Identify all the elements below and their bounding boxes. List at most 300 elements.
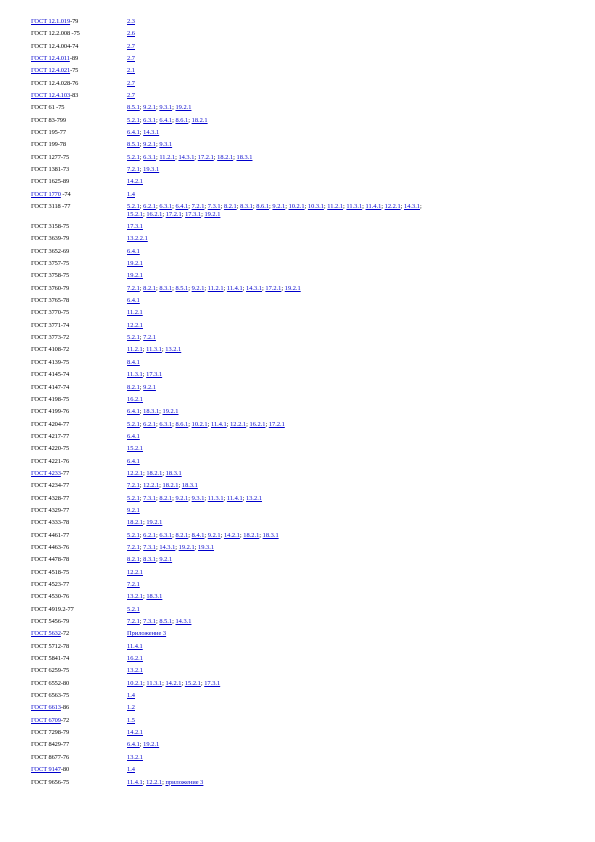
standard-designation [31, 606, 127, 614]
clause-link[interactable]: 8.6.1 [175, 420, 189, 428]
table-row [31, 692, 576, 704]
clause-link[interactable]: 8.2.1 [127, 383, 140, 391]
table-row [31, 421, 576, 433]
clause-link[interactable]: 10.2.1 [191, 420, 208, 428]
standard-designation [31, 18, 127, 26]
clause-link[interactable]: 7.2.1 [127, 166, 140, 174]
standard-text: ГОСТ 3765-78 [31, 297, 70, 305]
clause-link[interactable]: 15.2.1 [127, 210, 143, 218]
standard-text: ГОСТ 5456-79 [31, 618, 70, 626]
clause-link[interactable]: Приложение 3 [127, 630, 167, 638]
table-row [31, 396, 576, 408]
separator: ; [188, 531, 192, 539]
standard-text: -75 [70, 67, 79, 75]
separator: ; [172, 531, 176, 539]
clause-link[interactable]: 16.2.1 [127, 655, 143, 663]
clause-references [127, 178, 576, 186]
clause-link[interactable]: 11.2.1 [127, 309, 143, 317]
clause-link[interactable]: 13.2.2.1 [127, 235, 148, 243]
clause-link[interactable]: 10.2.1 [127, 679, 143, 687]
separator: ; [162, 210, 166, 218]
clause-link[interactable]: 6.2.1 [143, 203, 156, 211]
clause-link[interactable]: 11.3.1 [207, 494, 224, 502]
standard-link[interactable]: ГОСТ 12.4.103 [31, 92, 71, 100]
clause-link[interactable]: 19.2.1 [146, 519, 163, 527]
separator: ; [226, 420, 231, 428]
clause-link[interactable]: 11.3.1 [346, 203, 363, 211]
separator: ; [200, 679, 205, 687]
clause-references [127, 260, 576, 268]
table-row [31, 433, 576, 445]
clause-references [127, 717, 576, 725]
standard-designation [31, 191, 127, 199]
separator: ; [343, 203, 347, 211]
clause-link[interactable]: 17.2.1 [265, 284, 282, 292]
clause-link[interactable]: 7.2.1 [127, 482, 140, 490]
clause-link[interactable]: 15.2.1 [184, 679, 201, 687]
clause-link[interactable]: 14.3.1 [159, 543, 176, 551]
clause-link[interactable]: 8.5.1 [175, 284, 189, 292]
standard-text: ГОСТ 1277-75 [31, 153, 70, 161]
clause-link[interactable]: 6.4.1 [127, 129, 140, 137]
clause-link[interactable]: 11.4.1 [226, 494, 243, 502]
clause-link[interactable]: 1.2 [127, 704, 135, 712]
clause-link[interactable]: 5.2.1 [127, 605, 140, 613]
clause-references [127, 30, 576, 38]
standard-designation [31, 55, 127, 63]
clause-references [127, 630, 576, 638]
clause-link[interactable]: 2.6 [127, 30, 135, 38]
table-row [31, 630, 576, 642]
clause-link[interactable]: 19.2.1 [127, 260, 143, 268]
standard-designation [31, 754, 127, 762]
separator: ; [139, 420, 144, 428]
table-row [31, 779, 576, 791]
clause-link[interactable]: 14.3.1 [175, 618, 192, 626]
clause-link[interactable]: 9.2.1 [143, 383, 156, 391]
clause-link[interactable]: 17.3.1 [127, 223, 143, 231]
table-row [31, 191, 576, 203]
clause-link[interactable]: 2.7 [127, 79, 135, 87]
clause-references [127, 67, 576, 75]
clause-references [127, 359, 576, 367]
clause-link[interactable]: 7.2.1 [143, 334, 156, 342]
table-row [31, 248, 576, 260]
separator: ; [181, 679, 185, 687]
clause-link[interactable]: 8.4.1 [191, 531, 205, 539]
clause-link[interactable]: 6.2.1 [143, 531, 156, 539]
clause-link[interactable]: 14.2.1 [165, 679, 182, 687]
clause-link[interactable]: 1.4 [127, 692, 135, 700]
table-row [31, 458, 576, 470]
clause-link[interactable]: 13.2.1 [165, 346, 182, 354]
clause-link[interactable]: 6.3.1 [143, 153, 156, 161]
standard-text: ГОСТ 3158-75 [31, 223, 70, 231]
standard-text: -83 [70, 92, 79, 100]
table-row [31, 519, 576, 531]
separator: ; [155, 556, 160, 564]
clause-link[interactable]: 6.4.1 [159, 116, 173, 124]
clause-link[interactable]: 11.4.1 [226, 284, 243, 292]
table-row [31, 729, 576, 741]
clause-link[interactable]: 7.2.1 [127, 618, 140, 626]
separator: ; [194, 153, 198, 161]
separator: ; [139, 153, 144, 161]
standard-text: -79 [70, 18, 79, 25]
clause-link[interactable]: 9.3.1 [159, 104, 173, 112]
table-row [31, 384, 576, 396]
standard-designation [31, 593, 127, 601]
clause-link[interactable]: 16.2.1 [146, 210, 163, 218]
standard-text: ГОСТ 4204-77 [31, 420, 70, 428]
clause-link[interactable]: 18.2.1 [162, 482, 179, 490]
clause-link[interactable]: 18.2.1 [243, 531, 260, 539]
clause-link[interactable]: 11.2.1 [207, 284, 224, 292]
clause-link[interactable]: 8.3.1 [159, 284, 173, 292]
clause-link[interactable]: 7.3.1 [143, 618, 156, 626]
clause-references [127, 507, 576, 515]
clause-link[interactable]: 13.2.1 [127, 593, 143, 601]
clause-link[interactable]: 14.2.1 [127, 178, 143, 186]
clause-references [127, 421, 576, 429]
table-row [31, 92, 576, 104]
clause-references [127, 593, 576, 601]
separator: ; [220, 203, 224, 211]
clause-link[interactable]: 6.3.1 [159, 531, 173, 539]
standard-designation [31, 43, 127, 51]
separator: ; [139, 543, 144, 551]
clause-link[interactable]: 8.2.1 [223, 203, 237, 211]
clause-link[interactable]: 16.2.1 [249, 420, 266, 428]
clause-link[interactable]: 17.3.1 [185, 210, 202, 218]
clause-link[interactable]: 8.5.1 [127, 141, 140, 149]
clause-link[interactable]: 8.2.1 [127, 556, 140, 564]
clause-link[interactable]: 18.3.1 [262, 531, 279, 539]
standard-designation [31, 618, 127, 626]
clause-link[interactable]: 7.2.1 [191, 203, 205, 211]
table-row [31, 532, 576, 544]
separator: ; [155, 104, 160, 112]
clause-references [127, 482, 576, 490]
clause-link[interactable]: 18.2.1 [191, 116, 208, 124]
clause-link[interactable]: 6.4.1 [127, 432, 140, 440]
standard-link[interactable]: ГОСТ 12.1.019 [31, 18, 71, 25]
clause-link[interactable]: 2.7 [127, 55, 135, 63]
separator: ; [139, 334, 144, 342]
clause-link[interactable]: 1.4 [127, 190, 135, 198]
clause-link[interactable]: 13.2.1 [127, 667, 143, 675]
separator: ; [155, 203, 160, 211]
clause-references [127, 154, 576, 162]
standard-text: ГОСТ 83-799 [31, 116, 66, 124]
clause-link[interactable]: 18.3.1 [165, 469, 182, 477]
clause-link[interactable]: 11.2.1 [327, 203, 344, 211]
clause-link[interactable]: 8.6.1 [256, 203, 270, 211]
separator: ; [269, 203, 273, 211]
table-row [31, 482, 576, 494]
clause-link[interactable]: 11.3.1 [127, 371, 143, 379]
separator: ; [159, 482, 163, 490]
clause-link[interactable]: 9.2.1 [272, 203, 286, 211]
clause-link[interactable]: 9.2.1 [143, 104, 156, 112]
clause-link[interactable]: 17.3.1 [146, 371, 163, 379]
clause-link[interactable]: 5.2.1 [127, 334, 140, 342]
standard-designation [31, 67, 127, 75]
clause-link[interactable]: 2.7 [127, 42, 135, 50]
clause-link[interactable]: 12.2.1 [127, 568, 143, 576]
separator: ; [246, 420, 250, 428]
clause-link[interactable]: 19.2.1 [284, 284, 301, 292]
clause-link[interactable]: 8.2.1 [143, 284, 156, 292]
clause-references [127, 203, 576, 218]
standard-link[interactable]: ГОСТ 9147 [31, 766, 61, 774]
table-row [31, 141, 576, 153]
clause-link[interactable]: 5.2.1 [127, 116, 140, 124]
clause-references [127, 346, 576, 354]
separator: ; [142, 210, 147, 218]
clause-link[interactable]: 5.2.1 [127, 531, 140, 539]
clause-link[interactable]: 15.2.1 [127, 445, 143, 453]
standard-designation [31, 766, 127, 774]
clause-link[interactable]: 19.2.1 [204, 210, 221, 218]
clause-link[interactable]: 18.3.1 [146, 593, 163, 601]
clause-link[interactable]: 6.4.1 [127, 741, 140, 749]
separator: ; [139, 383, 144, 391]
standard-link[interactable]: ГОСТ 5632 [31, 630, 61, 638]
clause-references [127, 680, 576, 688]
clause-link[interactable]: 17.2.1 [268, 420, 285, 428]
standard-link[interactable]: ГОСТ 12.4.021 [31, 67, 71, 75]
separator: ; [139, 556, 144, 564]
clause-link[interactable]: 19.2.1 [178, 543, 195, 551]
clause-link[interactable]: 5.2.1 [127, 494, 140, 502]
standard-designation [31, 667, 127, 675]
clause-link[interactable]: 13.2.1 [127, 753, 143, 761]
standard-text: ГОСТ 4530-76 [31, 593, 70, 601]
clause-link[interactable]: 6.3.1 [143, 116, 156, 124]
clause-link[interactable]: приложение 3 [165, 778, 204, 786]
clause-link[interactable]: 17.2.1 [197, 153, 214, 161]
clause-link[interactable]: 12.2.1 [146, 778, 163, 786]
standard-designation [31, 203, 127, 211]
clause-link[interactable]: 14.3.1 [178, 153, 195, 161]
clause-link[interactable]: 1.4 [127, 766, 135, 774]
separator: ; [139, 494, 144, 502]
standard-designation [31, 248, 127, 256]
standard-designation [31, 470, 127, 478]
clause-link[interactable]: 6.2.1 [143, 420, 156, 428]
clause-link[interactable]: 14.3.1 [404, 203, 420, 211]
standard-designation [31, 104, 127, 112]
clause-link[interactable]: 18.2.1 [217, 153, 234, 161]
clause-link[interactable]: 18.3.1 [143, 408, 160, 416]
table-row [31, 55, 576, 67]
clause-link[interactable]: 18.2.1 [146, 469, 163, 477]
clause-link[interactable]: 9.3.1 [191, 494, 205, 502]
table-row [31, 667, 576, 679]
standard-designation [31, 30, 127, 38]
standard-text: ГОСТ 12.4.028-76 [31, 79, 79, 87]
clause-link[interactable]: 19.2.1 [127, 272, 143, 280]
clause-link[interactable]: 18.3.1 [181, 482, 198, 490]
standard-text: ГОСТ 4221-76 [31, 457, 70, 465]
clause-references [127, 141, 576, 149]
standard-designation [31, 445, 127, 453]
clause-link[interactable]: 11.4.1 [127, 642, 143, 650]
standard-designation [31, 741, 127, 749]
clause-link[interactable]: 14.2.1 [127, 729, 143, 737]
clause-link[interactable]: 12.2.1 [230, 420, 247, 428]
table-row [31, 606, 576, 618]
clause-references [127, 223, 576, 231]
separator: ; [194, 543, 199, 551]
clause-link[interactable]: 7.2.1 [127, 284, 140, 292]
separator: ; [400, 203, 405, 211]
separator: ; [204, 284, 208, 292]
table-row [31, 495, 576, 507]
standard-text: ГОСТ 4234-77 [31, 482, 70, 490]
standard-text: ГОСТ 4523-77 [31, 581, 70, 589]
clause-references [127, 297, 576, 305]
standard-designation [31, 129, 127, 137]
clause-link[interactable]: 6.4.1 [127, 297, 140, 305]
clause-link[interactable]: 9.2.1 [191, 284, 205, 292]
standard-link[interactable]: ГОСТ 6613 [31, 704, 61, 712]
clause-link[interactable]: 11.4.1 [127, 778, 143, 786]
clause-link[interactable]: 14.3.1 [143, 129, 160, 137]
clause-link[interactable]: 6.4.1 [127, 457, 140, 465]
clause-link[interactable]: 6.3.1 [159, 420, 173, 428]
clause-link[interactable]: 19.2.1 [162, 408, 179, 416]
separator: ; [155, 543, 160, 551]
separator: ; [142, 778, 147, 786]
clause-link[interactable]: 8.2.1 [175, 531, 189, 539]
table-row [31, 322, 576, 334]
clause-link[interactable]: 8.3.1 [240, 203, 253, 211]
standard-text: ГОСТ 4463-76 [31, 543, 70, 551]
standard-designation [31, 704, 127, 712]
table-row [31, 154, 576, 166]
clause-link[interactable]: 7.3.1 [143, 494, 156, 502]
table-row [31, 741, 576, 753]
clause-link[interactable]: 6.4.1 [127, 408, 140, 416]
clause-link[interactable]: 11.3.1 [146, 346, 162, 354]
standard-text: ГОСТ 4478-78 [31, 556, 70, 564]
clause-link[interactable]: 12.2.1 [127, 469, 143, 477]
standard-text: -86 [60, 704, 70, 712]
clause-references [127, 519, 576, 527]
table-row [31, 754, 576, 766]
clause-references [127, 18, 576, 26]
clause-link[interactable]: 7.3.1 [143, 543, 156, 551]
clause-link[interactable]: 9.3.1 [159, 141, 173, 149]
standard-designation [31, 384, 127, 392]
separator: ; [304, 203, 308, 211]
clause-link[interactable]: 11.4.1 [365, 203, 382, 211]
clause-link[interactable]: 8.2.1 [159, 494, 173, 502]
clause-link[interactable]: 12.2.1 [143, 482, 160, 490]
clause-references [127, 445, 576, 453]
clause-link[interactable]: 8.6.1 [175, 116, 189, 124]
clause-link[interactable]: 19.2.1 [175, 104, 192, 112]
clause-link[interactable]: 12.2.1 [127, 321, 143, 329]
clause-link[interactable]: 9.2.1 [159, 556, 173, 564]
clause-link[interactable]: 7.3.1 [207, 203, 221, 211]
standard-text: ГОСТ 3652-69 [31, 247, 70, 255]
separator: ; [381, 203, 385, 211]
separator: ; [161, 346, 166, 354]
standard-designation [31, 297, 127, 305]
clause-link[interactable]: 8.4.1 [127, 358, 140, 366]
standard-designation [31, 117, 127, 125]
clause-link[interactable]: 19.2.1 [143, 741, 160, 749]
separator: ; [223, 284, 227, 292]
clause-link[interactable]: 9.2.1 [127, 506, 140, 514]
standard-link[interactable]: ГОСТ 12.4.011 [31, 55, 70, 63]
clause-link[interactable]: 8.3.1 [143, 556, 156, 564]
clause-link[interactable]: 12.2.1 [384, 203, 401, 211]
separator: ; [139, 166, 144, 174]
clause-link[interactable]: 11.2.1 [159, 153, 176, 161]
clause-link[interactable]: 6.4.1 [175, 203, 189, 211]
clause-link[interactable]: 17.3.1 [204, 679, 221, 687]
clause-link[interactable]: 16.2.1 [127, 395, 143, 403]
clause-link[interactable]: 11.2.1 [127, 346, 143, 354]
clause-link[interactable]: 18.3.1 [236, 153, 253, 161]
clause-link[interactable]: 6.3.1 [159, 203, 173, 211]
clause-link[interactable]: 5.2.1 [127, 420, 140, 428]
clause-link[interactable]: 7.2.1 [127, 543, 140, 551]
standard-link[interactable]: ГОСТ 4233 [31, 469, 61, 477]
clause-link[interactable]: 13.2.1 [246, 494, 263, 502]
standard-designation [31, 346, 127, 354]
standard-designation [31, 223, 127, 231]
standard-link[interactable]: ГОСТ 6709 [31, 716, 61, 724]
clause-link[interactable]: 17.2.1 [165, 210, 182, 218]
clause-link[interactable]: 9.2.1 [207, 531, 221, 539]
standard-text: -72 [60, 716, 70, 724]
clause-link[interactable]: 8.5.1 [127, 104, 140, 112]
clause-link[interactable]: 2.3 [127, 18, 135, 25]
clause-link[interactable]: 2.1 [127, 67, 135, 75]
clause-link[interactable]: 11.4.1 [210, 420, 227, 428]
clause-link[interactable]: 9.2.1 [143, 141, 156, 149]
clause-link[interactable]: 9.2.1 [175, 494, 189, 502]
clause-link[interactable]: 1.5 [127, 716, 135, 724]
clause-link[interactable]: 19.3.1 [198, 543, 215, 551]
clause-link[interactable]: 10.2.1 [288, 203, 305, 211]
clause-link[interactable]: 5.2.1 [127, 203, 140, 211]
clause-link[interactable]: 14.2.1 [223, 531, 240, 539]
clause-link[interactable]: 6.4.1 [127, 247, 140, 255]
table-row [31, 203, 576, 223]
clause-link[interactable]: 11.3.1 [146, 679, 163, 687]
clause-link[interactable]: 8.5.1 [159, 618, 173, 626]
clause-link[interactable]: 7.2.1 [127, 581, 140, 589]
clause-link[interactable]: 10.3.1 [307, 203, 324, 211]
standard-link[interactable]: ГОСТ 1770 [31, 190, 61, 198]
clause-link[interactable]: 14.3.1 [246, 284, 263, 292]
clause-link[interactable]: 2.7 [127, 92, 135, 100]
standard-designation [31, 680, 127, 688]
clause-link[interactable]: 19.3.1 [143, 166, 160, 174]
separator: ; [142, 469, 147, 477]
clause-references [127, 433, 576, 441]
standard-designation [31, 260, 127, 268]
clause-link[interactable]: 18.2.1 [127, 519, 143, 527]
clause-link[interactable]: 5.2.1 [127, 153, 140, 161]
standard-designation [31, 154, 127, 162]
